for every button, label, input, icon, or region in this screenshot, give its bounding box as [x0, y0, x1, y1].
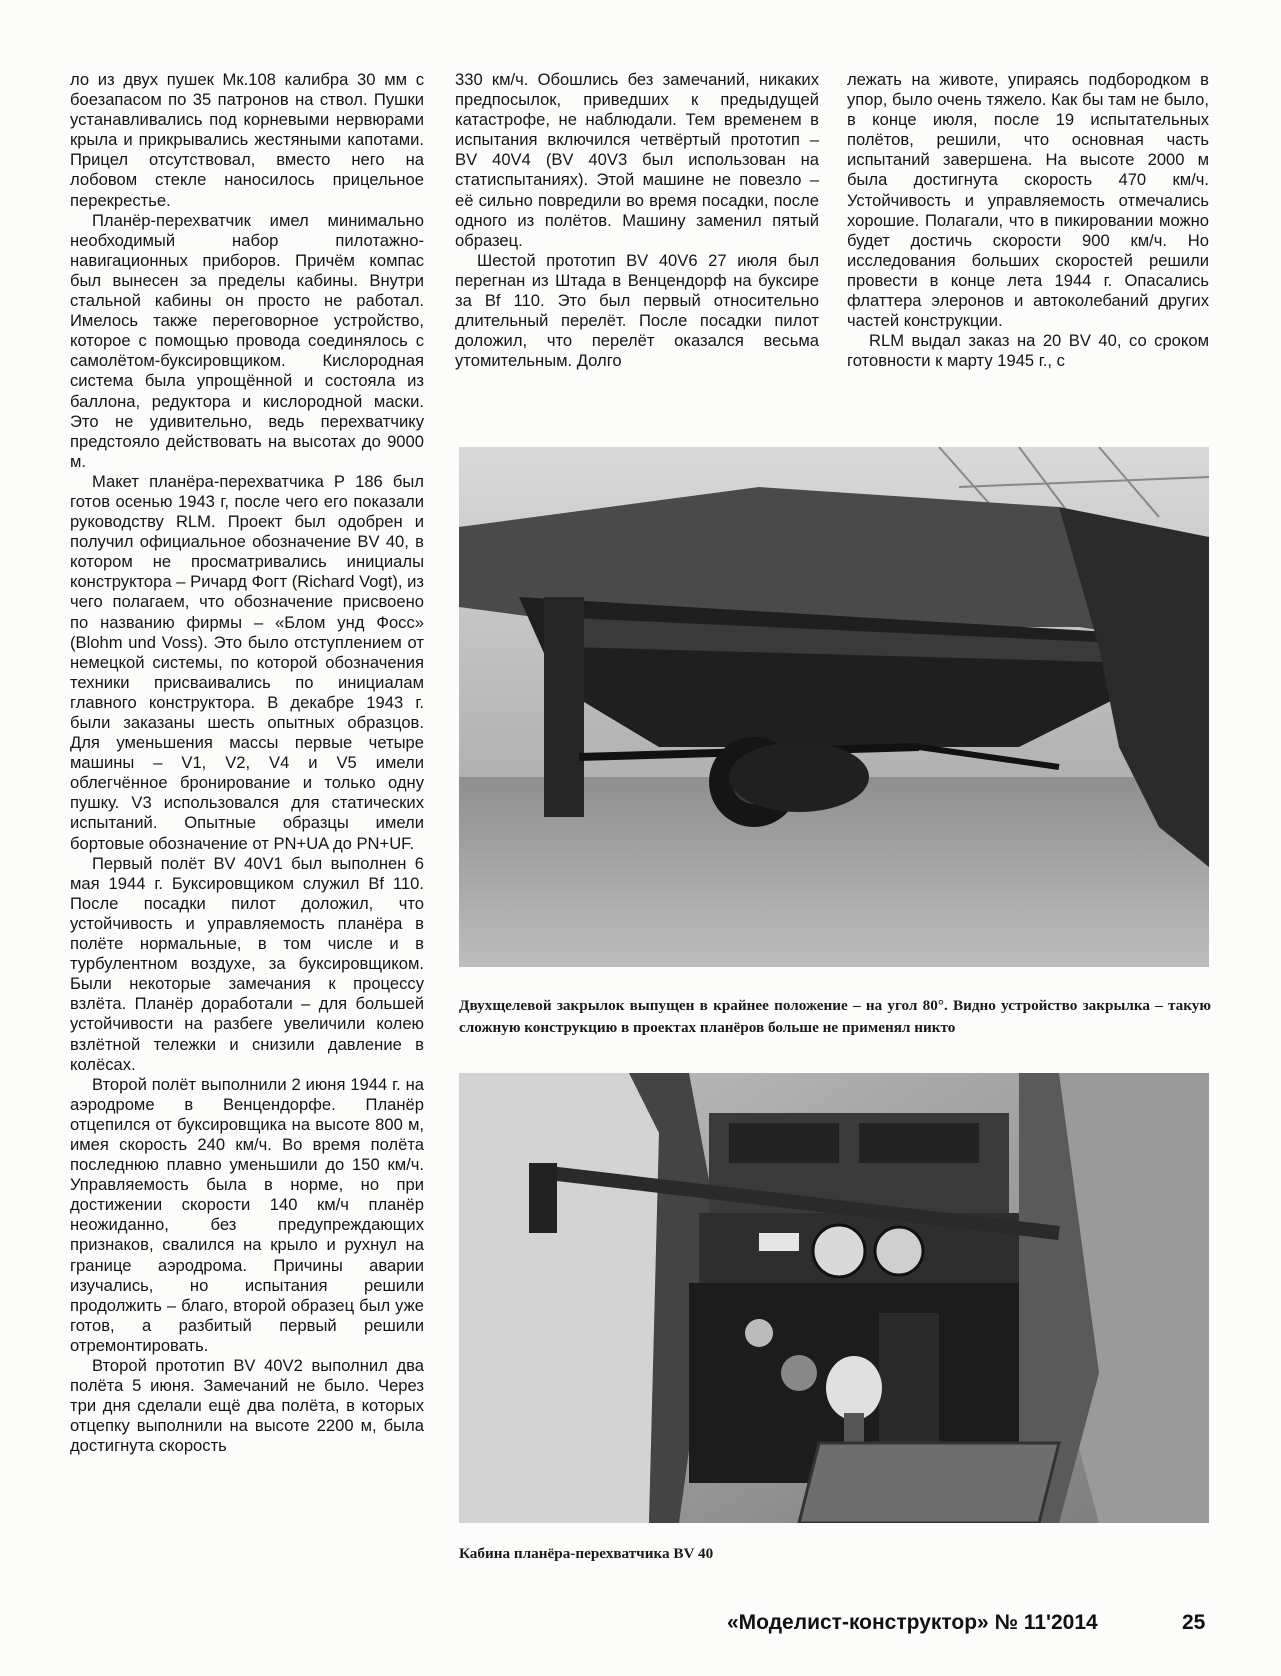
- magazine-title: «Моделист-конструктор» № 11'2014: [727, 1611, 1098, 1634]
- text-column-3: [847, 70, 1209, 371]
- paragraph: лежать на животе, упираясь подбородком в упор, было очень тяжело. Как бы там не было, в конце июля, после 19 испытательных полётов, решили, что основная часть испытаний завершена. На высоте 2000 м была достигнута скорость 470 км/ч. Устойчивость и управляемость отмечались хорошие. Полагали, что в пикировании можно будет достичь скорости 900 км/ч. Но исследования больших скоростей решили провести в конце лета 1944 г. Опасались флаттера элеронов и автоколебаний других частей конструкции.: [847, 70, 1209, 331]
- paragraph: Макет планёра-перехватчика Р 186 был готов осенью 1943 г, после чего его показали руководству RLM. Проект был одобрен и получил официальное обозначение BV 40, в котором не просматривались инициалы конструктора – Ричард Фогт (Richard Vogt), из чего полагаем, что обозначение присвоено по названию фирмы – «Блом унд Фосс» (Blohm und Voss). Это было отступлением от немецкой системы, по которой обозначения техники присваивались по инициалам главного конструктора. В декабре 1943 г. были заказаны шесть опытных образцов. Для уменьшения массы первые четыре машины – V1, V2, V4 и V5 имели облегчённое бронирование и только одну пушку. V3 использовался для статических испытаний. Опытные образцы имели бортовые обозначение от PN+UA до PN+UF.: [70, 471, 424, 853]
- paragraph: Шестой прототип BV 40V6 27 июля был перегнан из Штада в Венцендорф на буксире за Bf 110. Это был первый относительно длительный перелёт. После посадки пилот доложил, что перелёт оказался весьма утомительным. Долго: [455, 250, 819, 371]
- text-column-1: [70, 70, 424, 1456]
- paragraph: Второй прототип BV 40V2 выполнил два полёта 5 июня. Замечаний не было. Через три дня сделали ещё два полёта, в которых отцепку выполнили на высоте 2200 м, была достигнута скорость: [70, 1356, 424, 1456]
- paragraph: ло из двух пушек Мк.108 калибра 30 мм с боезапасом по 35 патронов на ствол. Пушки устанавливались под корневыми нервюрами крыла и прикрывались жестяными капотами. Прицел отсутствовал, вместо него на лобовом стекле наносилось прицельное перекрестье.: [70, 70, 424, 210]
- paragraph: Первый полёт BV 40V1 был выполнен 6 мая 1944 г. Буксировщиком служил Bf 110. После посадки пилот доложил, что устойчивость и управляемость планёра в полёте нормальные, в том числе и в турбулентном воздухе, за буксировщиком. Были некоторые замечания к процессу взлёта. Планёр доработали – для большей устойчивости на разбеге увеличили колею взлётной тележки и снизили давление в колёсах.: [70, 853, 424, 1074]
- photo1-caption: Двухщелевой закрылок выпущен в крайнее положение – на угол 80°. Видно устройство закрылка – такую сложную конструкцию в проектах планёров больше не применял никто: [459, 997, 1211, 1036]
- photo2-caption: Кабина планёра-перехватчика BV 40: [459, 1545, 714, 1562]
- photo-cockpit: [459, 1073, 1209, 1523]
- photo-cockpit-drawing: [459, 1073, 1209, 1523]
- text-column-2: [455, 70, 819, 371]
- photo-flap-extended: [459, 447, 1209, 967]
- paragraph: RLM выдал заказ на 20 BV 40, со сроком готовности к марту 1945 г., с: [847, 331, 1209, 371]
- paragraph: Второй полёт выполнили 2 июня 1944 г. на аэродроме в Венцендорфе. Планёр отцепился от буксировщика на высоте 800 м, имея скорость 240 км/ч. Во время полёта последнюю плавно уменьшили до 150 км/ч. Управляемость была в норме, но при достижении скорости 140 км/ч планёр неожиданно, без предупреждающих признаков, свалился на крыло и рухнул на границе аэродрома. Причины аварии изучались, но испытания решили продолжить – благо, второй образец был уже готов, а разбитый первый решили отремонтировать.: [70, 1074, 424, 1355]
- page-number: 25: [1182, 1611, 1206, 1634]
- paragraph: Планёр-перехватчик имел минимально необходимый набор пилотажно-навигационных приборов. Причём компас был вынесен за пределы кабины. Внутри стальной кабины он просто не работал. Имелось также переговорное устройство, которое с помощью провода соединялось с самолётом-буксировщиком. Кислородная система была упрощённой и состояла из баллона, редуктора и кислородной маски. Это не удивительно, ведь перехватчику предстояло действовать на высотах до 9000 м.: [70, 210, 424, 471]
- photo-flap-drawing: [459, 447, 1209, 967]
- paragraph: 330 км/ч. Обошлись без замечаний, никаких предпосылок, приведших к предыдущей катастрофе, не наблюдали. Тем временем в испытания включился четвёртый прототип – BV 40V4 (BV 40V3 был использован на статиспытаниях). Этой машине не повезло – её сильно повредили во время посадки, после одного из полётов. Машину заменил пятый образец.: [455, 70, 819, 250]
